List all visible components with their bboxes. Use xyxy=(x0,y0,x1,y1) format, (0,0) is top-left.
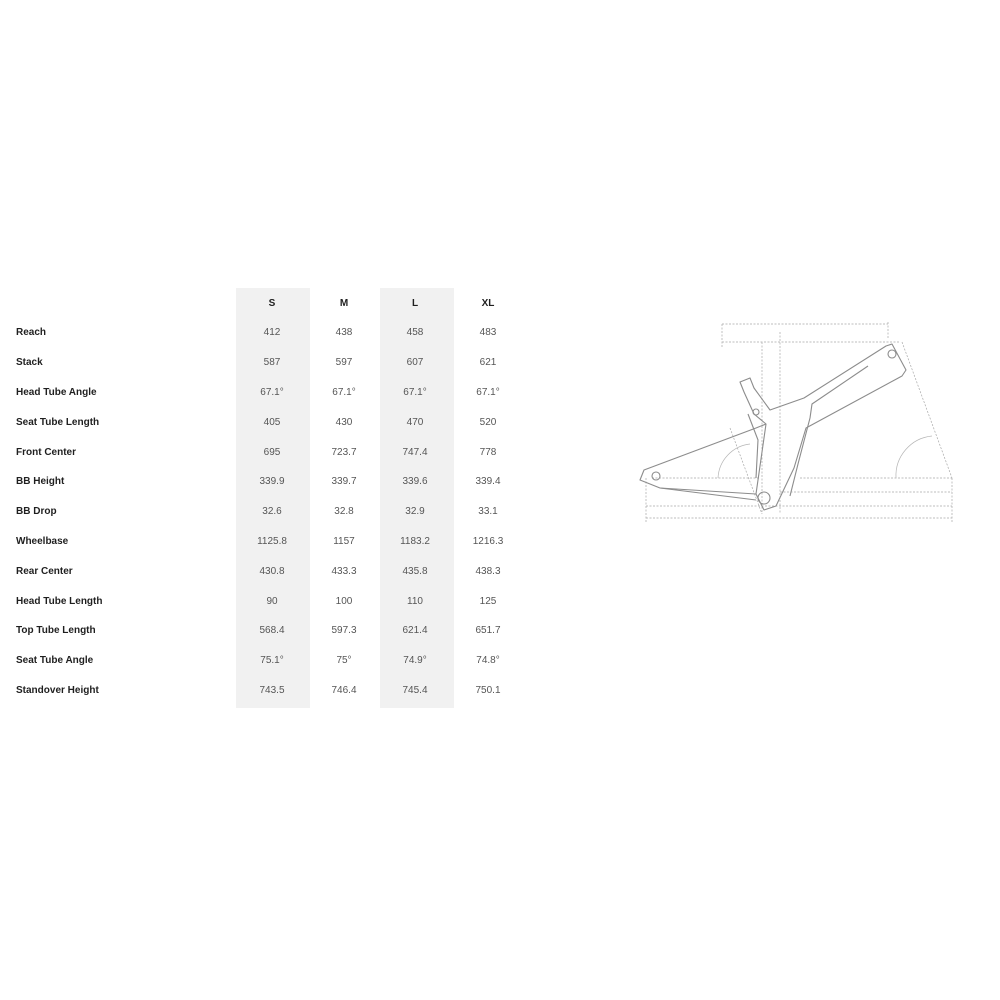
table-cell: 597 xyxy=(335,357,353,369)
table-row xyxy=(0,467,530,497)
table-cell: 125 xyxy=(479,595,497,607)
row-label: Rear Center xyxy=(16,565,73,577)
table-cell: 723.7 xyxy=(331,446,357,458)
table-cell: 746.4 xyxy=(331,684,357,696)
row-label: BB Height xyxy=(16,476,65,488)
table-cell: 778 xyxy=(479,446,497,458)
link-pivot xyxy=(753,409,759,415)
table-cell: 67.1° xyxy=(332,386,356,398)
table-cell: 75° xyxy=(336,655,352,667)
table-cell: 67.1° xyxy=(403,386,427,398)
table-cell: 433.3 xyxy=(331,565,357,577)
table-cell: 438 xyxy=(335,327,353,339)
table-cell: 100 xyxy=(335,595,353,607)
table-row xyxy=(0,527,530,557)
table-cell: 745.4 xyxy=(402,684,428,696)
table-cell: 33.1 xyxy=(478,506,498,518)
table-cell: 743.5 xyxy=(259,684,285,696)
table-cell: 483 xyxy=(479,327,497,339)
table-cell: 339.9 xyxy=(259,476,285,488)
row-label: Seat Tube Length xyxy=(16,416,100,428)
table-cell: 597.3 xyxy=(331,625,357,637)
table-cell: 520 xyxy=(479,416,497,428)
geometry-table xyxy=(0,288,530,705)
table-cell: 74.8° xyxy=(476,655,500,667)
table-cell: 32.8 xyxy=(334,506,354,518)
table-cell: 587 xyxy=(263,357,281,369)
size-header-row xyxy=(0,288,530,318)
row-label: Front Center xyxy=(16,446,76,458)
table-cell: 405 xyxy=(263,416,281,428)
table-cell: 435.8 xyxy=(402,565,428,577)
size-header-s: S xyxy=(268,297,276,309)
table-cell: 32.6 xyxy=(262,506,282,518)
table-cell: 339.6 xyxy=(402,476,428,488)
angle-arcs xyxy=(718,436,932,478)
table-cell: 74.9° xyxy=(403,655,427,667)
table-row xyxy=(0,437,530,467)
table-cell: 607 xyxy=(406,357,424,369)
shock-link xyxy=(748,414,758,478)
table-cell: 651.7 xyxy=(475,625,501,637)
seat-tube-angle-arc xyxy=(718,444,750,478)
row-label: Standover Height xyxy=(16,684,99,696)
row-label: Wheelbase xyxy=(16,535,69,547)
table-cell: 339.7 xyxy=(331,476,357,488)
table-cell: 110 xyxy=(407,595,423,607)
table-cell: 621 xyxy=(479,357,497,369)
table-row xyxy=(0,586,530,616)
table-cell: 568.4 xyxy=(259,625,285,637)
table-cell: 412 xyxy=(263,327,281,339)
table-cell: 90 xyxy=(266,595,278,607)
table-row xyxy=(0,407,530,437)
table-cell: 438.3 xyxy=(475,565,501,577)
table-cell: 430 xyxy=(335,416,353,428)
head-tube-angle-line xyxy=(902,342,952,478)
size-header-m: M xyxy=(339,297,349,309)
head-tube-top xyxy=(888,350,896,358)
row-label: Stack xyxy=(16,357,43,369)
row-label: Reach xyxy=(16,327,47,339)
row-label: BB Drop xyxy=(16,506,57,518)
size-header-l: L xyxy=(411,297,419,309)
bike-frame-geometry-diagram xyxy=(630,318,960,530)
size-header-xl: XL xyxy=(481,297,495,309)
row-label: Head Tube Angle xyxy=(16,386,97,398)
down-tube xyxy=(790,366,868,496)
table-row xyxy=(0,556,530,586)
table-cell: 75.1° xyxy=(260,655,284,667)
table-cell: 339.4 xyxy=(475,476,501,488)
table-cell: 470 xyxy=(406,416,424,428)
table-row xyxy=(0,646,530,676)
table-cell: 747.4 xyxy=(402,446,428,458)
chain-stay xyxy=(660,488,756,500)
table-cell: 1216.3 xyxy=(472,535,504,547)
table-cell: 1125.8 xyxy=(257,535,287,547)
table-cell: 1157 xyxy=(333,535,355,547)
table-row xyxy=(0,348,530,378)
table-cell: 32.9 xyxy=(405,506,425,518)
seat-stay xyxy=(640,424,766,494)
table-cell: 458 xyxy=(406,327,424,339)
table-cell: 1183.2 xyxy=(400,535,430,547)
table-row xyxy=(0,616,530,646)
table-cell: 750.1 xyxy=(475,684,501,696)
seat-tube-angle-line xyxy=(730,428,762,514)
head-tube-angle-arc xyxy=(896,436,932,478)
table-row xyxy=(0,676,530,706)
row-label: Top Tube Length xyxy=(16,625,96,637)
row-label: Head Tube Length xyxy=(16,595,103,607)
table-row xyxy=(0,378,530,408)
bottom-bracket xyxy=(758,492,770,504)
frame-outline xyxy=(640,344,906,510)
table-row xyxy=(0,497,530,527)
table-cell: 67.1° xyxy=(476,386,500,398)
table-row xyxy=(0,318,530,348)
table-cell: 621.4 xyxy=(402,625,428,637)
table-cell: 430.8 xyxy=(259,565,285,577)
front-triangle xyxy=(740,344,906,510)
rear-axle xyxy=(652,472,660,480)
row-label: Seat Tube Angle xyxy=(16,655,94,667)
table-cell: 695 xyxy=(263,446,281,458)
table-cell: 67.1° xyxy=(260,386,284,398)
